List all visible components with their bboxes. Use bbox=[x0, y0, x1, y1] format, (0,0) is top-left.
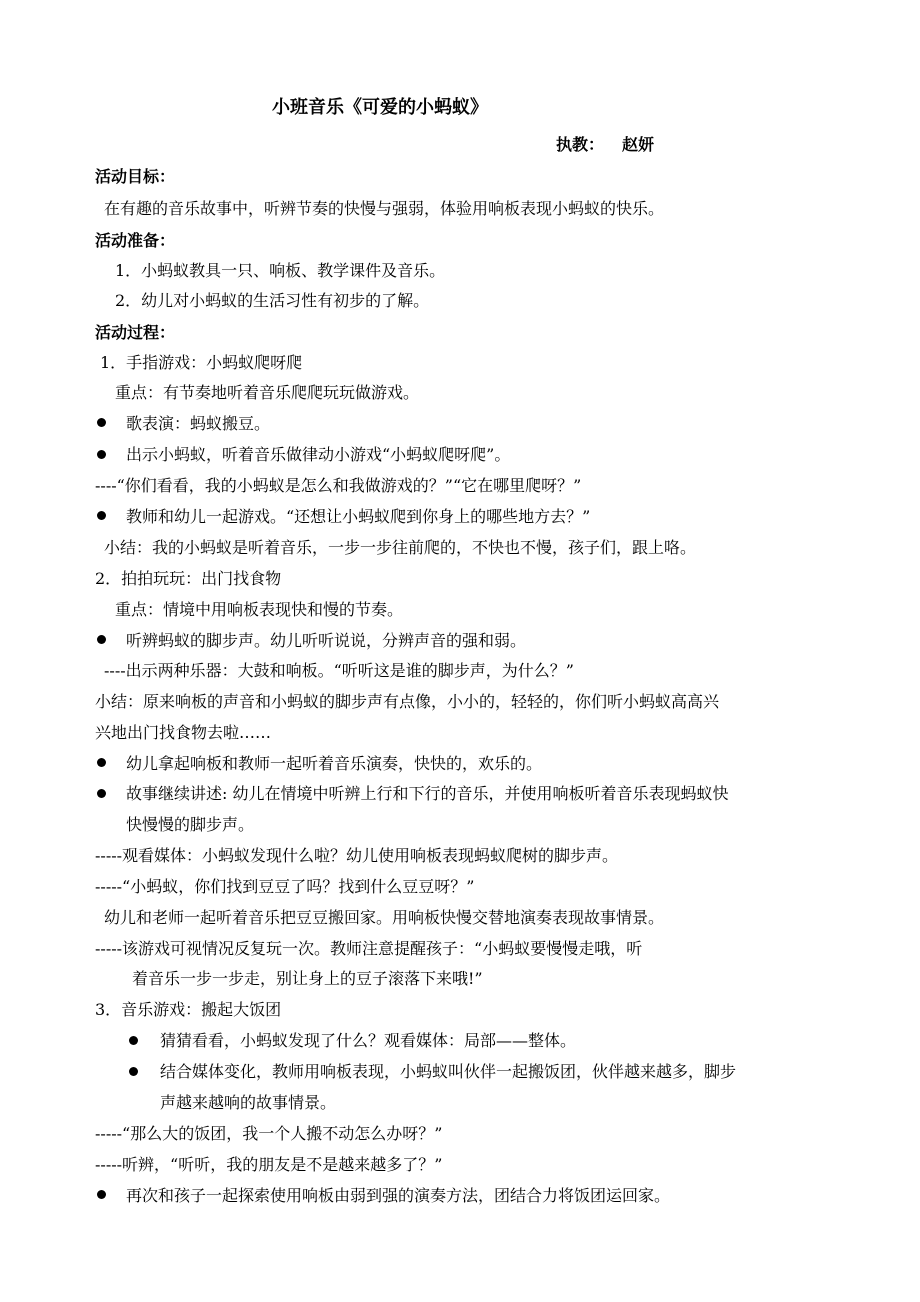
list-item: 出示小蚂蚁，听着音乐做律动小游戏“小蚂蚁爬呀爬”。 bbox=[126, 445, 511, 464]
bullet-icon bbox=[97, 635, 106, 644]
goal-heading: 活动目标： bbox=[95, 167, 176, 186]
goal-text: 在有趣的音乐故事中，听辨节奏的快慢与强弱，体验用响板表现小蚂蚁的快乐。 bbox=[104, 199, 665, 218]
dialogue-line: ----“你们看看，我的小蚂蚁是怎么和我做游戏的？”“它在哪里爬呀？” bbox=[95, 476, 582, 495]
process-heading: 活动过程： bbox=[95, 323, 176, 342]
list-item-continuation: 快慢慢的脚步声。 bbox=[126, 815, 255, 834]
list-item-continuation: 声越来越响的故事情景。 bbox=[160, 1093, 337, 1112]
list-item: 再次和孩子一起探索使用响板由弱到强的演奏方法，团结合力将饭团运回家。 bbox=[126, 1186, 671, 1205]
teacher-label: 执教： bbox=[556, 135, 605, 154]
prep-item: 1．小蚂蚁教具一只、响板、教学课件及音乐。 bbox=[115, 261, 446, 280]
key-point: 重点：有节奏地听着音乐爬爬玩玩做游戏。 bbox=[115, 383, 420, 402]
dialogue-line: -----听辨，“听听，我的朋友是不是越来越多了？” bbox=[95, 1155, 443, 1174]
section-heading: 3．音乐游戏：搬起大饭团 bbox=[95, 1000, 282, 1019]
summary-line: 兴地出门找食物去啦…… bbox=[95, 723, 272, 742]
prep-heading: 活动准备： bbox=[95, 231, 176, 250]
bullet-icon bbox=[129, 1067, 138, 1076]
dialogue-line: -----“那么大的饭团，我一个人搬不动怎么办呀？” bbox=[95, 1124, 443, 1143]
key-point: 重点：情境中用响板表现快和慢的节奏。 bbox=[115, 600, 404, 619]
list-item: 歌表演：蚂蚁搬豆。 bbox=[126, 414, 271, 433]
dialogue-line: -----该游戏可视情况反复玩一次。教师注意提醒孩子：“小蚂蚁要慢慢走哦，听 bbox=[95, 939, 643, 958]
section-heading: 1．手指游戏：小蚂蚁爬呀爬 bbox=[100, 353, 303, 372]
list-item: 教师和幼儿一起游戏。“还想让小蚂蚁爬到你身上的哪些地方去？” bbox=[126, 507, 591, 526]
bullet-icon bbox=[97, 1190, 106, 1199]
bullet-icon bbox=[97, 758, 106, 767]
bullet-icon bbox=[97, 511, 106, 520]
list-item: 幼儿拿起响板和教师一起听着音乐演奏，快快的，欢乐的。 bbox=[126, 754, 543, 773]
prep-item: 2．幼儿对小蚂蚁的生活习性有初步的了解。 bbox=[115, 291, 430, 310]
bullet-icon bbox=[129, 1036, 138, 1045]
list-item: 故事继续讲述: 幼儿在情境中听辨上行和下行的音乐，并使用响板听着音乐表现蚂蚁快 bbox=[126, 784, 729, 803]
dialogue-line: ----出示两种乐器：大鼓和响板。“听听这是谁的脚步声，为什么？” bbox=[104, 661, 574, 680]
bullet-icon bbox=[97, 450, 106, 459]
summary-line: 小结：我的小蚂蚁是听着音乐，一步一步往前爬的，不快也不慢，孩子们，跟上咯。 bbox=[104, 538, 697, 557]
list-item: 猜猜看看，小蚂蚁发现了什么？观看媒体：局部——整体。 bbox=[160, 1031, 577, 1050]
list-item: 结合媒体变化，教师用响板表现，小蚂蚁叫伙伴一起搬饭团，伙伴越来越多，脚步 bbox=[160, 1062, 737, 1081]
section-heading: 2．拍拍玩玩：出门找食物 bbox=[95, 569, 282, 588]
dialogue-continuation: 着音乐一步一步走，别让身上的豆子滚落下来哦!” bbox=[132, 969, 483, 988]
teacher-name: 赵妍 bbox=[622, 135, 655, 154]
dialogue-line: -----观看媒体：小蚂蚁发现什么啦？幼儿使用响板表现蚂蚁爬树的脚步声。 bbox=[95, 846, 619, 865]
bullet-icon bbox=[97, 418, 106, 427]
summary-line: 小结：原来响板的声音和小蚂蚁的脚步声有点像，小小的，轻轻的，你们听小蚂蚁高高兴 bbox=[95, 692, 720, 711]
document-title: 小班音乐《可爱的小蚂蚁》 bbox=[272, 97, 488, 118]
bullet-icon bbox=[97, 789, 106, 798]
dialogue-line: -----“小蚂蚁，你们找到豆豆了吗？找到什么豆豆呀？” bbox=[95, 877, 475, 896]
body-line: 幼儿和老师一起听着音乐把豆豆搬回家。用响板快慢交替地演奏表现故事情景。 bbox=[104, 908, 665, 927]
list-item: 听辨蚂蚁的脚步声。幼儿听听说说，分辨声音的强和弱。 bbox=[126, 631, 527, 650]
